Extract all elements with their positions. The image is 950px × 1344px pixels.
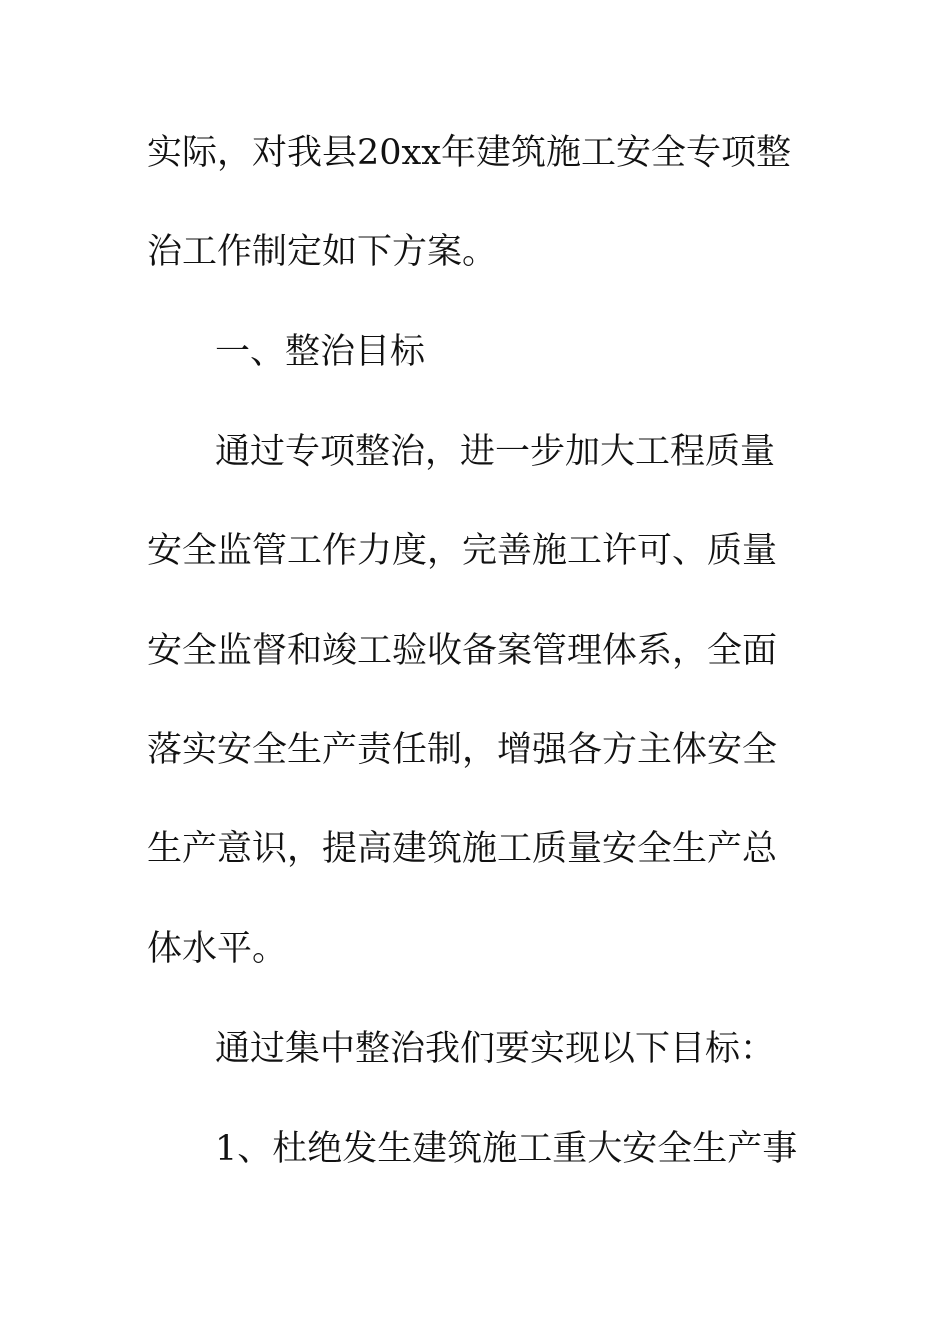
paragraph-line: 治工作制定如下方案。 — [147, 232, 498, 272]
paragraph-line: 生产意识，提高建筑施工质量安全生产总 — [147, 829, 778, 869]
paragraph-line: 安全监管工作力度，完善施工许可、质量 — [147, 531, 778, 571]
list-item: 1、杜绝发生建筑施工重大安全生产事 — [215, 1129, 798, 1169]
paragraph-line: 体水平。 — [147, 929, 288, 969]
paragraph-line: 通过集中整治我们要实现以下目标： — [215, 1029, 776, 1069]
paragraph-line: 落实安全生产责任制，增强各方主体安全 — [147, 730, 778, 770]
paragraph-line: 通过专项整治，进一步加大工程质量 — [215, 432, 776, 472]
section-heading: 一、整治目标 — [215, 332, 426, 372]
paragraph-line: 实际，对我县20xx年建筑施工安全专项整 — [147, 133, 792, 173]
paragraph-line: 安全监督和竣工验收备案管理体系，全面 — [147, 631, 778, 671]
